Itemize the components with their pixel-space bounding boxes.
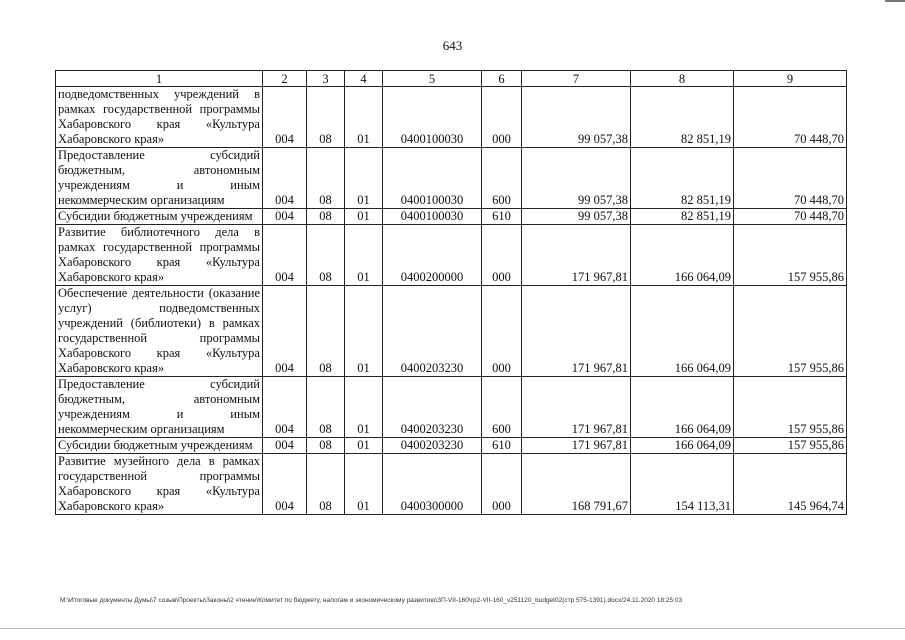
row-expense-type: 000 xyxy=(482,454,522,515)
row-amount-1: 168 791,67 xyxy=(522,454,631,515)
table-row xyxy=(56,225,847,286)
row-name: подведомственных учреждений в рамках государственной программы Хабаровского края «Культура Хабаровского края» xyxy=(56,87,263,148)
row-section: 08 xyxy=(307,438,345,454)
row-expense-type: 000 xyxy=(482,225,522,286)
row-expense-type: 610 xyxy=(482,209,522,225)
scan-edge-line xyxy=(885,0,905,2)
header-col-5: 5 xyxy=(383,71,482,87)
row-amount-2: 82 851,19 xyxy=(631,209,734,225)
row-amount-2: 166 064,09 xyxy=(631,225,734,286)
row-section: 08 xyxy=(307,377,345,438)
row-target-article: 0400100030 xyxy=(383,209,482,225)
row-subsection: 01 xyxy=(345,148,383,209)
row-ministry-code: 004 xyxy=(263,286,307,377)
row-amount-2: 82 851,19 xyxy=(631,87,734,148)
row-target-article: 0400203230 xyxy=(383,286,482,377)
header-row xyxy=(56,71,847,87)
row-amount-1: 171 967,81 xyxy=(522,438,631,454)
row-amount-3: 157 955,86 xyxy=(734,286,847,377)
row-subsection: 01 xyxy=(345,377,383,438)
table-row xyxy=(56,148,847,209)
row-name: Предоставление субсидий бюджетным, автономным учреждениям и иным некоммерческим организациям xyxy=(56,148,263,209)
row-amount-3: 70 448,70 xyxy=(734,148,847,209)
document-path-footer: М:\Итоговые документы Думы\7 созыв\Проекты\Законы\2 чтение\Комитет по бюджету, налогам и экономическому развитию\ЗП-VII-160\гр2-VII-160_v251120_budget02(стр 575-1391).docx/24.11.2020 18:25:03 xyxy=(60,597,683,604)
table-row xyxy=(56,209,847,225)
row-subsection: 01 xyxy=(345,225,383,286)
row-amount-2: 166 064,09 xyxy=(631,438,734,454)
header-col-3: 3 xyxy=(307,71,345,87)
row-ministry-code: 004 xyxy=(263,209,307,225)
row-expense-type: 610 xyxy=(482,438,522,454)
row-target-article: 0400100030 xyxy=(383,87,482,148)
row-name: Субсидии бюджетным учреждениям xyxy=(56,438,263,454)
row-target-article: 0400200000 xyxy=(383,225,482,286)
row-expense-type: 000 xyxy=(482,87,522,148)
row-name: Предоставление субсидий бюджетным, автономным учреждениям и иным некоммерческим организациям xyxy=(56,377,263,438)
row-section: 08 xyxy=(307,148,345,209)
table-row xyxy=(56,454,847,515)
row-amount-1: 171 967,81 xyxy=(522,225,631,286)
header-col-9: 9 xyxy=(734,71,847,87)
row-section: 08 xyxy=(307,209,345,225)
row-amount-2: 166 064,09 xyxy=(631,286,734,377)
row-subsection: 01 xyxy=(345,209,383,225)
row-amount-2: 166 064,09 xyxy=(631,377,734,438)
header-col-6: 6 xyxy=(482,71,522,87)
row-amount-3: 70 448,70 xyxy=(734,87,847,148)
header-col-2: 2 xyxy=(263,71,307,87)
table-row xyxy=(56,286,847,377)
row-ministry-code: 004 xyxy=(263,225,307,286)
row-ministry-code: 004 xyxy=(263,377,307,438)
row-amount-1: 99 057,38 xyxy=(522,87,631,148)
row-amount-2: 154 113,31 xyxy=(631,454,734,515)
row-name: Развитие библиотечного дела в рамках государственной программы Хабаровского края «Культура Хабаровского края» xyxy=(56,225,263,286)
row-amount-1: 171 967,81 xyxy=(522,286,631,377)
row-expense-type: 000 xyxy=(482,286,522,377)
row-target-article: 0400300000 xyxy=(383,454,482,515)
row-subsection: 01 xyxy=(345,286,383,377)
row-section: 08 xyxy=(307,87,345,148)
row-target-article: 0400203230 xyxy=(383,438,482,454)
row-section: 08 xyxy=(307,454,345,515)
row-amount-3: 145 964,74 xyxy=(734,454,847,515)
row-name: Обеспечение деятельности (оказание услуг) подведомственных учреждений (библиотеки) в рамках государственной программы Хабаровского края «Культура Хабаровского края» xyxy=(56,286,263,377)
row-name: Субсидии бюджетным учреждениям xyxy=(56,209,263,225)
row-amount-1: 171 967,81 xyxy=(522,377,631,438)
row-name: Развитие музейного дела в рамках государственной программы Хабаровского края «Культура Хабаровского края» xyxy=(56,454,263,515)
row-section: 08 xyxy=(307,225,345,286)
row-ministry-code: 004 xyxy=(263,148,307,209)
row-amount-1: 99 057,38 xyxy=(522,148,631,209)
header-col-1: 1 xyxy=(56,71,263,87)
row-ministry-code: 004 xyxy=(263,454,307,515)
row-subsection: 01 xyxy=(345,438,383,454)
row-subsection: 01 xyxy=(345,454,383,515)
table-row xyxy=(56,438,847,454)
row-subsection: 01 xyxy=(345,87,383,148)
row-amount-1: 99 057,38 xyxy=(522,209,631,225)
budget-table xyxy=(55,70,847,515)
row-section: 08 xyxy=(307,286,345,377)
row-ministry-code: 004 xyxy=(263,87,307,148)
row-amount-2: 82 851,19 xyxy=(631,148,734,209)
scan-bottom-line xyxy=(0,628,905,629)
row-amount-3: 70 448,70 xyxy=(734,209,847,225)
row-ministry-code: 004 xyxy=(263,438,307,454)
row-target-article: 0400203230 xyxy=(383,377,482,438)
header-col-8: 8 xyxy=(631,71,734,87)
table-row xyxy=(56,377,847,438)
row-target-article: 0400100030 xyxy=(383,148,482,209)
header-col-4: 4 xyxy=(345,71,383,87)
table-row xyxy=(56,87,847,148)
page-number: 643 xyxy=(442,38,463,53)
row-amount-3: 157 955,86 xyxy=(734,438,847,454)
row-amount-3: 157 955,86 xyxy=(734,225,847,286)
row-amount-3: 157 955,86 xyxy=(734,377,847,438)
header-col-7: 7 xyxy=(522,71,631,87)
row-expense-type: 600 xyxy=(482,148,522,209)
row-expense-type: 600 xyxy=(482,377,522,438)
